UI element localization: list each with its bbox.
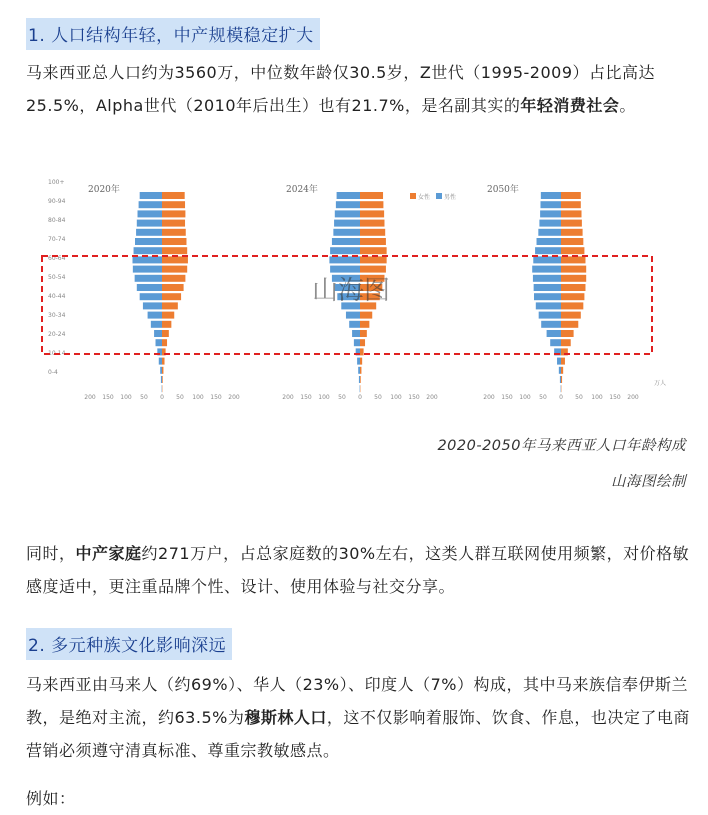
female-bar [162,339,167,346]
section-heading-1: 1. 人口结构年轻，中产规模稳定扩大 [26,18,320,50]
age-tick-label: 30-34 [48,312,66,319]
male-bar [352,330,360,337]
x-tick-label: 200 [627,394,639,401]
x-tick-label: 150 [609,394,621,401]
male-bar [357,358,360,365]
female-bar [561,220,582,227]
age-tick-label: 10-14 [48,350,66,357]
x-tick-label: 50 [575,394,583,401]
male-bar [140,293,162,300]
para-text: 马来西亚总人口约为3560万，中位数年龄仅30.5岁，Z世代（1995-2009）占比高达25.5%，Alpha世代（2010年后出生）也有21.7%，是名副其实的 [26,63,655,115]
female-bar [360,238,386,245]
x-tick-label: 50 [374,394,382,401]
para-text: 。 [619,96,636,115]
x-tick-label: 0 [358,394,362,401]
x-tick-label: 200 [483,394,495,401]
female-bar [162,293,181,300]
female-bar [162,192,185,199]
male-bar [534,284,561,291]
female-bar [162,238,186,245]
x-tick-label: 150 [408,394,420,401]
male-bar [140,192,162,199]
x-tick-label: 200 [228,394,240,401]
male-bar [332,238,360,245]
female-bar [561,358,565,365]
male-bar [138,210,162,217]
x-tick-label: 50 [539,394,547,401]
female-bar [162,201,185,208]
female-bar [162,229,186,236]
male-bar [133,266,162,273]
female-bar [162,284,184,291]
male-bar [135,238,162,245]
female-bar [561,284,585,291]
x-tick-label: 200 [282,394,294,401]
para-bold-text: 中产家庭 [76,544,142,563]
age-tick-label: 80-84 [48,217,66,224]
male-bar [156,339,162,346]
male-bar [349,321,360,328]
watermark-text: 山海图 [312,276,390,306]
male-bar [151,321,162,328]
female-bar [561,256,585,263]
legend-swatch-female [410,193,416,199]
x-tick-label: 150 [102,394,114,401]
para-bold-text: 年轻消费社会 [520,96,619,115]
female-bar [162,210,185,217]
male-bar [161,376,162,383]
x-tick-label: 0 [160,394,164,401]
age-tick-label: 60-64 [48,255,66,262]
female-bar [561,192,581,199]
male-bar [154,330,162,337]
male-bar [560,376,561,383]
legend-label-male: 男性 [444,193,456,201]
female-bar [561,229,583,236]
female-bar [162,266,187,273]
male-bar [550,339,561,346]
female-bar [360,330,367,337]
para-text: 同时， [26,544,76,563]
para-text: 约271万户，占总家庭数的30%左右，这类人群互联网使用频繁，对价格敏感度适中，更注重品牌个性、设计、使用体验与社交分享。 [26,544,689,596]
male-bar [540,210,561,217]
female-bar [561,330,574,337]
male-bar [534,293,561,300]
female-bar [360,210,384,217]
female-bar [561,275,586,282]
male-bar [539,312,561,319]
legend-swatch-male [436,193,442,199]
male-bar [358,367,360,374]
female-bar [162,275,185,282]
male-bar [539,220,561,227]
female-bar [162,367,163,374]
male-bar [135,275,162,282]
section-heading-2: 2. 多元种族文化影响深远 [26,628,232,660]
x-tick-label: 100 [318,394,330,401]
female-bar [360,348,364,355]
female-bar [360,339,365,346]
female-bar [561,266,586,273]
female-bar [162,376,163,383]
male-bar [334,220,360,227]
female-bar [360,376,361,383]
age-tick-label: 70-74 [48,236,66,243]
para-text: 马来西亚由马来人（约69%）、华人（23%）、印度人（7%）构成，其中马来族信奉伊斯兰教，是绝对主流，约63.5%为 [26,675,688,727]
paragraph-cut-off: 例如： [26,782,690,815]
female-bar [162,358,165,365]
male-bar [333,229,360,236]
x-tick-label: 100 [519,394,531,401]
x-tick-label: 100 [591,394,603,401]
paragraph-ethnicity [26,668,690,767]
population-pyramid-chart [40,168,668,408]
male-bar [134,247,162,254]
male-bar [541,321,561,328]
female-bar [561,302,583,309]
female-bar [162,247,187,254]
male-bar [557,358,561,365]
male-bar [336,201,360,208]
x-tick-label: 50 [176,394,184,401]
male-bar [330,247,360,254]
age-tick-label: 40-44 [48,293,66,300]
female-bar [561,376,562,383]
x-tick-label: 50 [140,394,148,401]
male-bar [537,238,561,245]
age-tick-label: 50-54 [48,274,66,281]
male-bar [538,229,561,236]
x-tick-label: 100 [120,394,132,401]
female-bar [360,192,383,199]
female-bar [360,201,383,208]
age-tick-label: 0-4 [48,369,58,376]
x-tick-label: 150 [210,394,222,401]
x-tick-label: 150 [300,394,312,401]
female-bar [561,201,581,208]
male-bar [335,210,360,217]
age-tick-label: 100+ [48,179,64,186]
male-bar [533,275,561,282]
female-bar [162,256,188,263]
female-bar [561,238,583,245]
paragraph-middle-class [26,537,690,603]
paragraph-population [26,56,690,122]
age-tick-label: 20-24 [48,331,66,338]
female-bar [360,266,386,273]
male-bar [535,247,561,254]
female-bar [561,247,584,254]
female-bar [561,293,584,300]
x-tick-label: 150 [501,394,513,401]
female-bar [360,229,385,236]
male-bar [359,376,360,383]
female-bar [561,210,582,217]
panel-year-label: 2020年 [88,183,120,195]
panel-year-label: 2050年 [487,183,519,195]
female-bar [162,321,171,328]
female-bar [561,367,563,374]
female-bar [561,312,581,319]
age-tick-label: 90-94 [48,198,66,205]
female-bar [360,321,369,328]
male-bar [559,367,561,374]
para-bold-text: 穆斯林人口 [244,708,327,727]
male-bar [148,312,162,319]
female-bar [360,312,372,319]
male-bar [137,220,162,227]
x-tick-label: 200 [426,394,438,401]
panel-year-label: 2024年 [286,183,318,195]
female-bar [561,339,571,346]
para-text: ，这不仅影响着服饰、饮食、作息，也决定了电商营销必须遵守清真标准、尊重宗教敏感点。 [26,708,690,760]
male-bar [137,284,162,291]
female-bar [561,321,578,328]
male-bar [330,266,360,273]
x-tick-label: 100 [192,394,204,401]
female-bar [162,302,178,309]
male-bar [532,266,561,273]
male-bar [337,192,360,199]
female-bar [162,220,185,227]
male-bar [536,302,561,309]
male-bar [540,201,561,208]
male-bar [346,312,360,319]
chart-caption: 2020-2050年马来西亚人口年龄构成 [437,434,686,455]
male-bar [547,330,561,337]
female-bar [162,312,174,319]
female-bar [360,367,361,374]
female-bar [360,256,387,263]
x-tick-label: 50 [338,394,346,401]
male-bar [132,256,162,263]
male-bar [354,339,360,346]
male-bar [329,256,360,263]
male-bar [136,229,162,236]
unit-label: 万人 [654,379,666,387]
legend-label-female: 女性 [418,193,430,201]
male-bar [143,302,162,309]
female-bar [360,220,384,227]
male-bar [139,201,162,208]
x-tick-label: 0 [559,394,563,401]
chart-credit: 山海图绘制 [611,470,686,491]
female-bar [162,330,169,337]
male-bar [541,192,561,199]
x-tick-label: 200 [84,394,96,401]
female-bar [360,247,387,254]
male-bar [159,358,162,365]
male-bar [533,256,561,263]
x-tick-label: 100 [390,394,402,401]
female-bar [360,358,362,365]
male-bar [160,367,162,374]
